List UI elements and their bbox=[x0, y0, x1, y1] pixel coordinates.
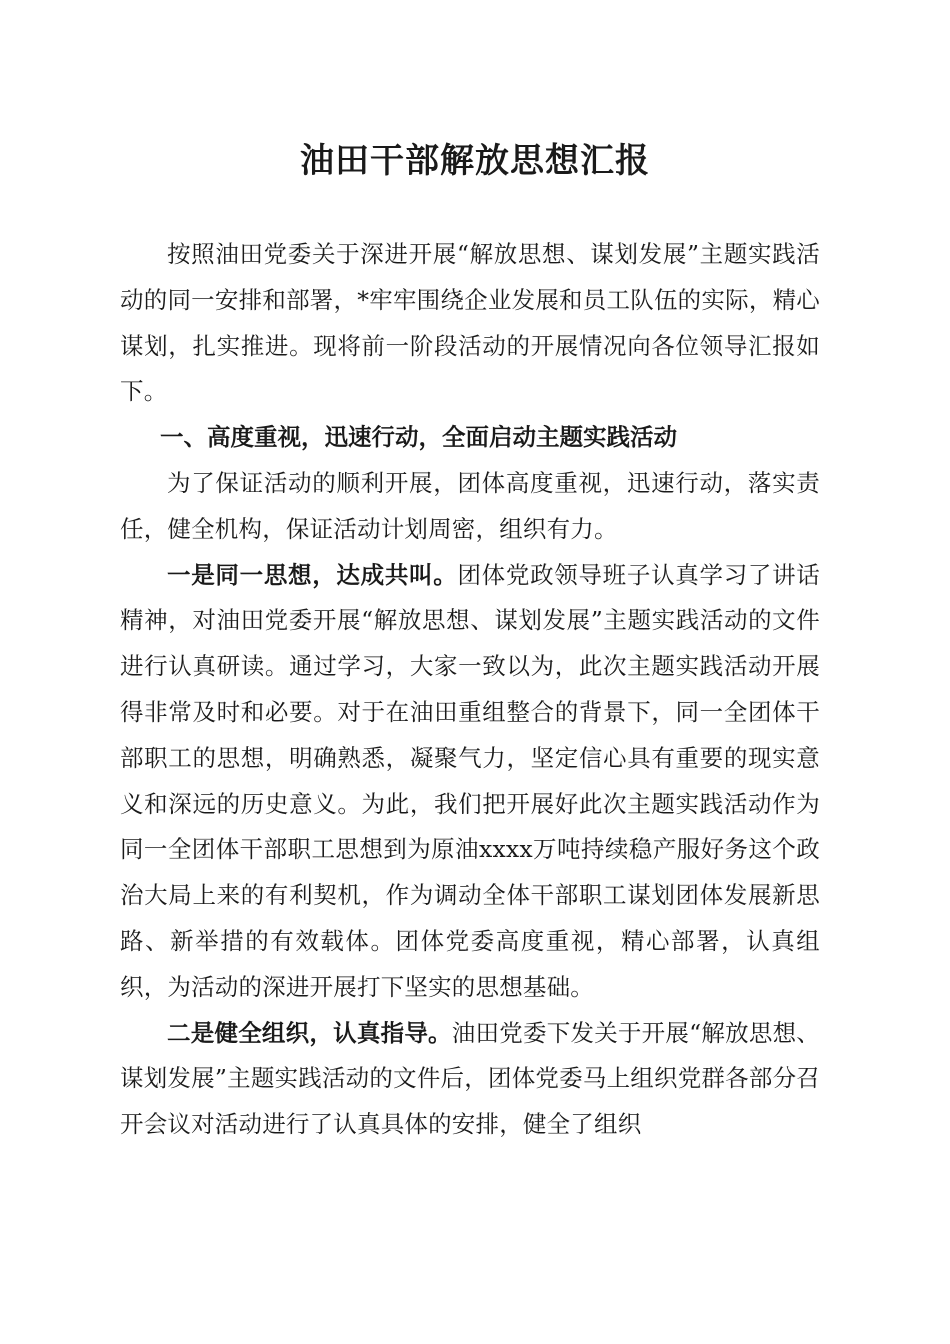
section-intro-paragraph: 为了保证活动的顺利开展，团体高度重视，迅速行动，落实责任，健全机构，保证活动计划周密，组织有力。 bbox=[120, 468, 820, 543]
intro-paragraph: 按照油田党委关于深进开展“解放思想、谋划发展”主题实践活动的同一安排和部署，*牢牢围绕企业发展和员工队伍的实际，精心谋划，扎实推进。现将前一阶段活动的开展情况向各位领导汇报如下。 bbox=[120, 240, 820, 406]
point-one-text: 团体党政领导班子认真学习了讲话精神，对油田党委开展“解放思想、谋划发展”主题实践活动的文件进行认真研读。通过学习，大家一致以为，此次主题实践活动开展得非常及时和必要。对于在油田重组整合的背景下，同一全团体干部职工的思想，明确熟悉，凝聚气力，坚定信心具有重要的现实意义和深远的历史意义。为此，我们把开展好此次主题实践活动作为同一全团体干部职工思想到为原油xxxx万吨持续稳产服好务这个政治大局上来的有利契机，作为调动全体干部职工谋划团体发展新思路、新举措的有效载体。团体党委高度重视，精心部署，认真组织，为活动的深进开展打下坚实的思想基础。 bbox=[120, 560, 821, 1001]
point-one-lead: 一是同一思想，达成共叫。 bbox=[167, 560, 458, 589]
document-title: 油田干部解放思想汇报 bbox=[300, 141, 650, 181]
document-body bbox=[120, 232, 820, 1148]
point-two-paragraph bbox=[120, 1011, 820, 1148]
section-heading: 一、高度重视，迅速行动，全面启动主题实践活动 bbox=[160, 423, 677, 452]
point-two-lead: 二是健全组织，认真指导。 bbox=[167, 1018, 452, 1047]
point-two-text: 油田党委下发关于开展“解放思想、谋划发展”主题实践活动的文件后，团体党委马上组织党群各部分召开会议对活动进行了认真具体的安排，健全了组织 bbox=[120, 1018, 820, 1139]
point-one-paragraph bbox=[120, 553, 820, 1011]
